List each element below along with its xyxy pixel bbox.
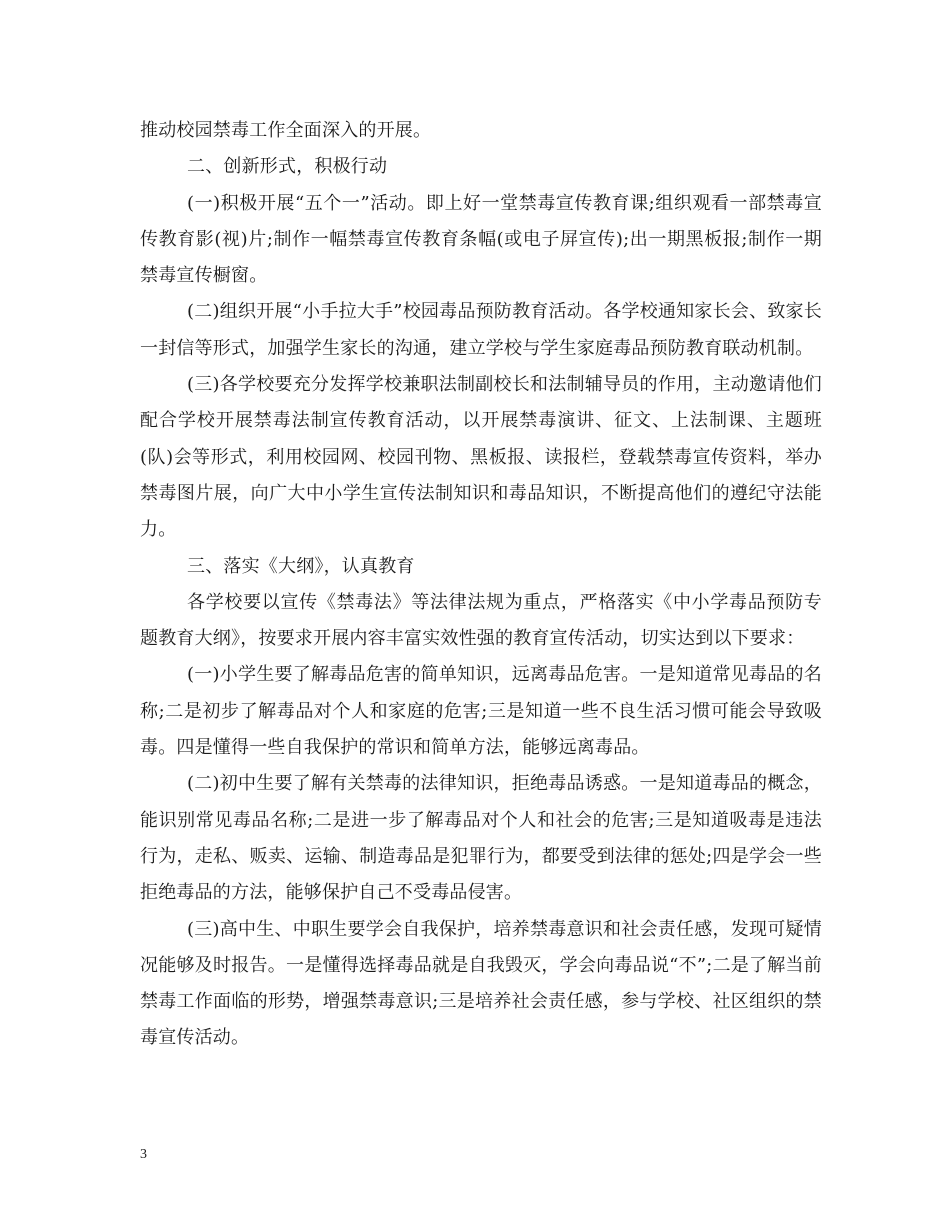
paragraph-primary-students: (一)小学生要了解毒品危害的简单知识，远离毒品危害。一是知道常见毒品的名称;二是初步了解毒品对个人和家庭的危害;三是知道一些不良生活习惯可能会导致吸毒。四是懂得一些自我保护的常识和简单方法，能够远离毒品。 xyxy=(140,664,822,759)
section-heading-3: 三、落实《大纲》，认真教育 xyxy=(187,555,415,577)
page-number: 3 xyxy=(140,1147,147,1162)
paragraph-continuation: 推动校园禁毒工作全面深入的开展。 xyxy=(140,120,432,141)
paragraph-small-hands: (二)组织开展“小手拉大手”校园毒品预防教育活动。各学校通知家长会、致家长一封信等形式，加强学生家长的沟通，建立学校与学生家庭毒品预防教育联动机制。 xyxy=(140,301,822,359)
document-body xyxy=(140,113,822,1057)
paragraph-middle-students: (二)初中生要了解有关禁毒的法律知识，拒绝毒品诱惑。一是知道毒品的概念，能识别常见毒品名称;二是进一步了解毒品对个人和社会的危害;三是知道吸毒是违法行为，走私、贩卖、运输、制造毒品是犯罪行为，都要受到法律的惩处;四是学会一些拒绝毒品的方法，能够保护自己不受毒品侵害。 xyxy=(140,773,822,904)
paragraph-legal-education: (三)各学校要充分发挥学校兼职法制副校长和法制辅导员的作用，主动邀请他们配合学校开展禁毒法制宣传教育活动，以开展禁毒演讲、征文、上法制课、主题班(队)会等形式，利用校园网、校园刊物、黑板报、读报栏，登载禁毒宣传资料，举办禁毒图片展，向广大中小学生宣传法制知识和毒品知识，不断提高他们的遵纪守法能力。 xyxy=(140,374,822,541)
section-heading-2: 二、创新形式，积极行动 xyxy=(187,156,388,178)
paragraph-high-students: (三)高中生、中职生要学会自我保护，培养禁毒意识和社会责任感，发现可疑情况能够及时报告。一是懂得选择毒品就是自我毁灭，学会向毒品说“不”;二是了解当前禁毒工作面临的形势，增强禁毒意识;三是培养社会责任感，参与学校、社区组织的禁毒宣传活动。 xyxy=(140,918,822,1049)
paragraph-outline-requirements: 各学校要以宣传《禁毒法》等法律法规为重点，严格落实《中小学毒品预防专题教育大纲》，按要求开展内容丰富实效性强的教育宣传活动，切实达到以下要求： xyxy=(140,591,822,650)
paragraph-five-activities: (一)积极开展“五个一”活动。即上好一堂禁毒宣传教育课;组织观看一部禁毒宣传教育影(视)片;制作一幅禁毒宣传教育条幅(或电子屏宣传);出一期黑板报;制作一期禁毒宣传橱窗。 xyxy=(140,192,822,287)
